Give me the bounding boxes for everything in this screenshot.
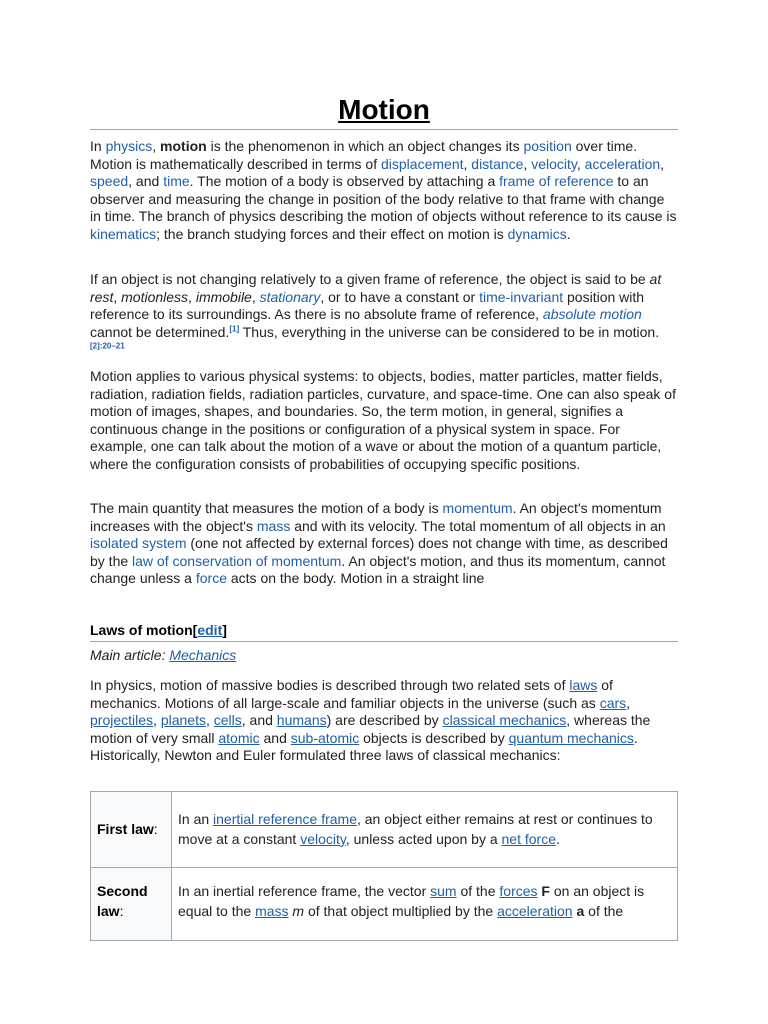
citation-2[interactable]: [2]:20–21 (90, 341, 125, 351)
law-text-cell: In an inertial reference frame, an object either remains at rest or continues to move at a constant velocity, unless acted upon by a net force. (172, 792, 678, 868)
table-row-second-law (91, 868, 678, 941)
link-physics[interactable]: physics (105, 138, 153, 154)
link-dynamics[interactable]: dynamics (507, 225, 567, 242)
link-time-invariant[interactable]: time-invariant (479, 288, 564, 305)
link-acceleration-table[interactable]: acceleration (497, 902, 573, 919)
link-distance[interactable]: distance (471, 155, 524, 172)
link-kinematics[interactable]: kinematics (90, 225, 157, 242)
link-mass-table[interactable]: mass (255, 902, 289, 919)
intro-paragraph-1: In physics, motion is the phenomenon in which an object changes its position over time. Motion is mathematically described in terms of displacement, distance, velocity, acceleration, speed, and time. The motion of a body is observed by attaching a frame of reference to an observer and measuring the change in position of the body relative to that frame with change in time. The branch of physics describing the motion of objects without reference to its cause is kinematics; the branch studying forces and their effect on motion is dynamics. (90, 138, 677, 242)
law-name-cell: Second law: (91, 868, 172, 941)
title-divider (90, 129, 678, 130)
link-displacement[interactable]: displacement (381, 155, 464, 172)
link-cells[interactable]: cells (213, 712, 242, 729)
page-title: Motion (338, 94, 430, 125)
link-mechanics[interactable]: Mechanics (169, 647, 237, 663)
link-time[interactable]: time (163, 173, 190, 190)
link-humans[interactable]: humans (276, 712, 327, 729)
edit-section-link[interactable]: edit (197, 622, 223, 638)
law-text-cell: In an inertial reference frame, the vector sum of the forces F on an object is equal to the mass m of that object multiplied by the acceleration a of the (172, 868, 678, 941)
intro-paragraph-4: The main quantity that measures the motion of a body is momentum. An object's momentum increases with the object's mass and with its velocity. The total momentum of all objects in an isolated system (one not affected by external forces) does not change with time, as described by the law of conservation of momentum. An object's motion, and thus its momentum, cannot change unless a force acts on the body. Motion in a straight line (90, 500, 668, 587)
link-net-force[interactable]: net force (501, 830, 556, 847)
link-velocity[interactable]: velocity (531, 155, 577, 172)
bold-term-motion: motion (160, 138, 207, 154)
link-force[interactable]: force (195, 570, 227, 587)
citation-1[interactable]: [1] (229, 324, 240, 334)
link-laws[interactable]: laws (569, 677, 598, 693)
link-planets[interactable]: planets (160, 712, 206, 729)
hatnote: Main article: Mechanics (90, 647, 237, 663)
section-divider (90, 641, 678, 642)
link-velocity-table[interactable]: velocity (300, 830, 346, 847)
link-sub-atomic[interactable]: sub-atomic (290, 729, 360, 746)
link-speed[interactable]: speed (90, 173, 129, 190)
link-isolated-system[interactable]: isolated system (90, 535, 187, 552)
section-paragraph: In physics, motion of massive bodies is described through two related sets of laws of mechanics. Motions of all large-scale and familiar objects in the universe (such as cars, projectiles, planets, cells, and humans) are described by classical mechanics, whereas the motion of very small atomic and sub-atomic objects is described by quantum mechanics. Historically, Newton and Euler formulated three laws of classical mechanics: (90, 677, 651, 764)
link-absolute-motion[interactable]: absolute motion (542, 306, 642, 323)
law-name-cell: First law: (91, 792, 172, 868)
section-heading-laws-of-motion: Laws of motion[edit] (90, 622, 227, 638)
link-inertial-reference-frame[interactable]: inertial reference frame (213, 811, 357, 827)
link-conservation-of-momentum[interactable]: law of conservation of momentum (132, 552, 342, 569)
link-stationary[interactable]: stationary (259, 288, 321, 305)
link-position[interactable]: position (523, 138, 572, 154)
table-row-first-law (91, 792, 678, 868)
link-sum[interactable]: sum (430, 883, 457, 899)
link-forces[interactable]: forces (499, 883, 538, 899)
link-classical-mechanics[interactable]: classical mechanics (442, 712, 567, 729)
link-atomic[interactable]: atomic (218, 729, 260, 746)
link-mass[interactable]: mass (256, 517, 291, 534)
link-quantum-mechanics[interactable]: quantum mechanics (508, 729, 634, 746)
intro-paragraph-2: If an object is not changing relatively to a given frame of reference, the object is said to be at rest, motionless, immobile, stationary, or to have a constant or time-invariant position with reference to its surroundings. As there is no absolute frame of reference, absolute motion cannot be determined.[1] Thus, everything in the universe can be considered to be in motion.$^{[2]:20-21}$ (90, 271, 662, 351)
link-cars[interactable]: cars (599, 694, 627, 711)
link-acceleration[interactable]: acceleration (584, 155, 661, 172)
link-projectiles[interactable]: projectiles (90, 712, 154, 729)
laws-table (90, 791, 678, 941)
link-frame-of-reference[interactable]: frame of reference (499, 173, 614, 190)
intro-paragraph-3: Motion applies to various physical systems: to objects, bodies, matter particles, matter fields, radiation, radiation fields, radiation particles, curvature, and space-time. One can also speak of motion of images, shapes, and boundaries. So, the term motion, in general, signifies a continuous change in the positions or configuration of a physical system in space. For example, one can talk about the motion of a wave or about the motion of a quantum particle, where the configuration consists of probabilities of occupying specific positions. (90, 368, 676, 472)
link-momentum[interactable]: momentum (442, 500, 513, 516)
